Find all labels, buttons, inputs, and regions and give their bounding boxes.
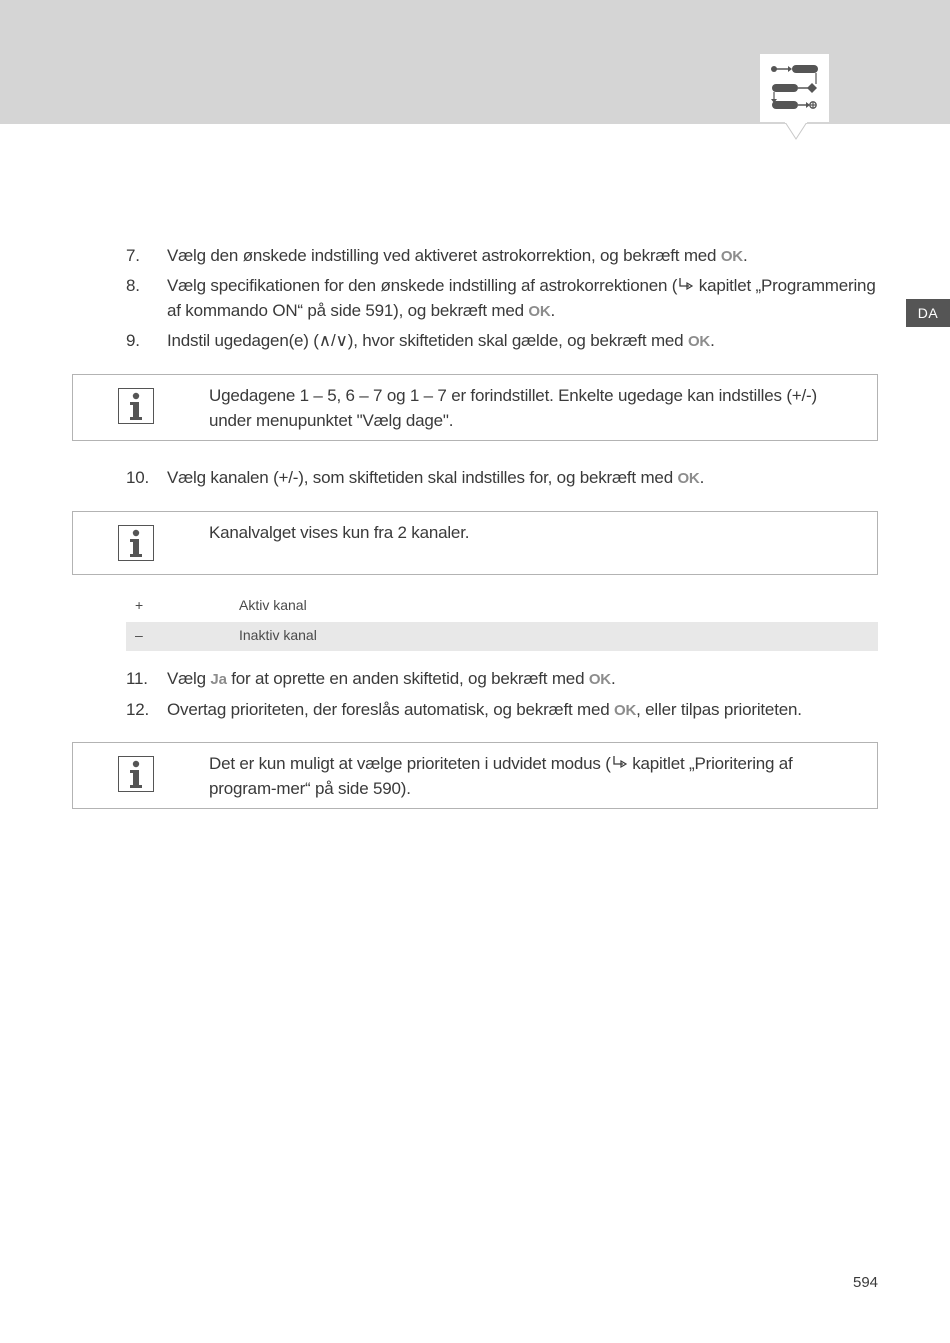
step-10 [126, 465, 886, 490]
reference-arrow-icon [611, 755, 628, 770]
step-text-tail: . [742, 246, 748, 265]
step-text-main: Overtag prioriteten, der foreslås automatisk, og bekræft med [167, 700, 615, 719]
legend-symbol: – [135, 627, 143, 643]
legend-symbol: + [135, 597, 144, 613]
step-number: 8. [126, 276, 140, 295]
ok-key: OK [720, 248, 743, 265]
legend-row-active [126, 592, 878, 621]
step-text-cont: for at oprette en anden skiftetid, og bekræft med [226, 669, 589, 688]
step-11 [126, 666, 886, 691]
ok-key: OK [677, 470, 700, 487]
step-text-main: Vælg kanalen (+/-), som skiftetiden skal indstilles for, og bekræft med [167, 468, 678, 487]
step-text-tail: . [610, 669, 616, 688]
ok-key: OK [528, 303, 551, 320]
info-icon [118, 525, 154, 561]
chapter-pointer [785, 122, 807, 142]
note-text-cont: kapitlet „Prioritering af program-mer“ på side 590). [209, 754, 793, 798]
legend-label: Inaktiv kanal [239, 627, 317, 643]
chapter-icon-box [760, 54, 829, 122]
ja-key: Ja [210, 671, 227, 688]
step-text-tail: , eller tilpas prioriteten. [636, 700, 802, 719]
info-icon [118, 756, 154, 792]
program-flow-icon [760, 54, 829, 122]
step-number: 12. [126, 700, 150, 719]
step-number: 11. [126, 669, 148, 688]
reference-arrow-icon [677, 277, 694, 292]
step-12 [126, 697, 886, 722]
step-text-tail: . [710, 331, 715, 350]
step-number: 7. [126, 246, 140, 265]
info-note-channels [72, 511, 878, 575]
step-text [167, 666, 887, 692]
step-text [167, 243, 887, 269]
page-number: 594 [853, 1274, 879, 1291]
step-7 [126, 243, 886, 268]
language-tab: DA [906, 299, 950, 327]
step-text-cont: kapitlet „Programmering af kommando ON“ på side 591), og bekræft med [167, 276, 876, 320]
step-9 [126, 328, 886, 353]
step-text-main: Indstil ugedagen(e) (∧/∨), hvor skiftetiden skal gælde, og bekræft med [167, 331, 688, 350]
legend-label: Aktiv kanal [239, 597, 307, 613]
step-text [167, 328, 887, 354]
step-text [167, 273, 887, 324]
note-text-main: Det er kun muligt at vælge prioriteten i udvidet modus ( [209, 754, 611, 773]
info-icon [118, 388, 154, 424]
step-text-main: Vælg specifikationen for den ønskede indstilling af astrokorrektionen ( [167, 276, 678, 295]
ok-key: OK [614, 702, 637, 719]
note-text [209, 751, 854, 801]
step-number: 10. [126, 468, 150, 487]
note-text: Ugedagene 1 – 5, 6 – 7 og 1 – 7 er forindstillet. Enkelte ugedage kan indstilles (+/-) under menupunktet "Vælg dage". [209, 386, 817, 430]
info-note-priority [72, 742, 878, 809]
legend-row-inactive [126, 622, 878, 651]
step-text [167, 465, 887, 491]
step-8 [126, 273, 886, 323]
ok-key: OK [687, 333, 711, 350]
step-number: 9. [126, 331, 140, 350]
step-text-tail: . [699, 468, 705, 487]
step-text-main: Vælg den ønskede indstilling ved aktiveret astrokorrektion, og bekræft med [167, 246, 721, 265]
step-text-main: Vælg [167, 669, 211, 688]
ok-key: OK [588, 671, 611, 688]
note-text: Kanalvalget vises kun fra 2 kanaler. [209, 523, 470, 542]
step-text-tail: . [550, 301, 556, 320]
step-text [167, 697, 887, 723]
info-note-weekdays [72, 374, 878, 441]
